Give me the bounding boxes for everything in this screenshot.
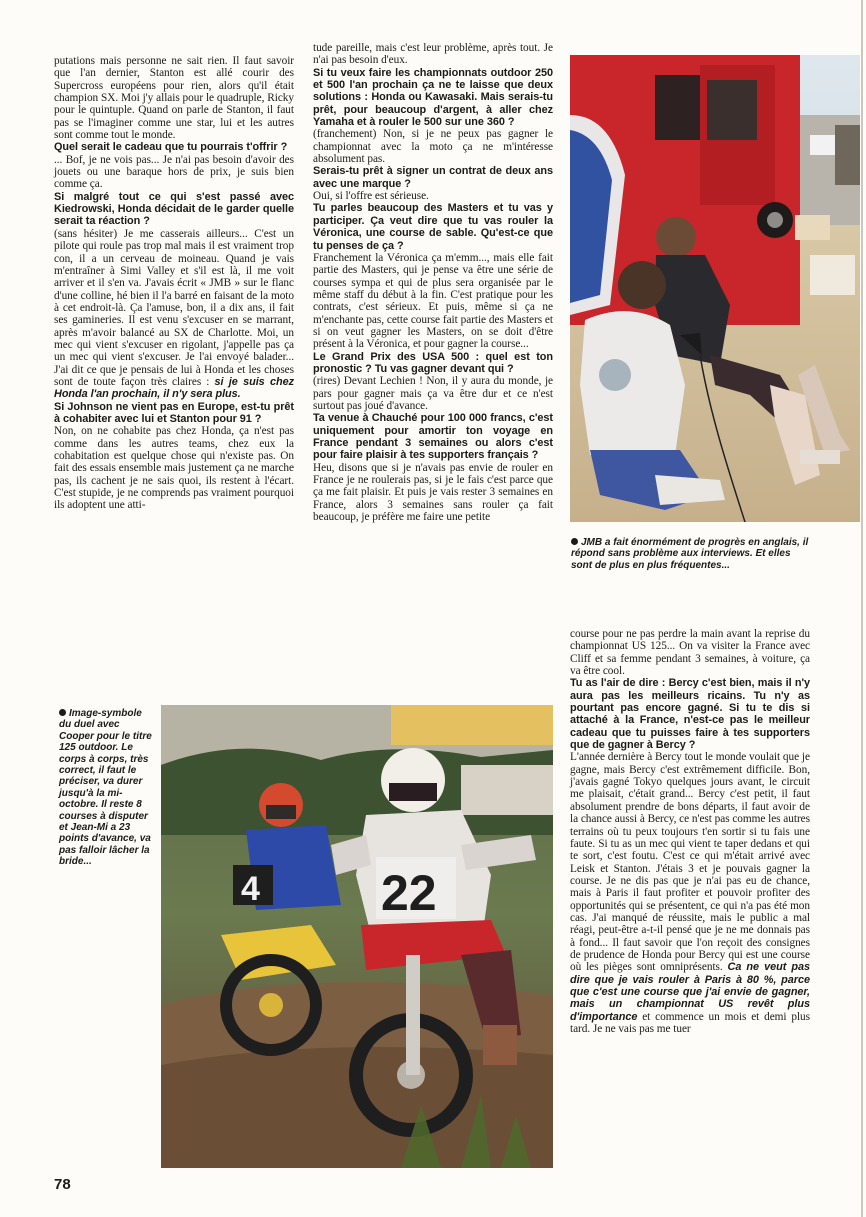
paragraph: ... Bof, je ne vois pas... Je n'ai pas besoin d'avoir des jouets ou une baraque hors de prix, je suis bien comme ça.	[54, 153, 294, 191]
bullet-icon	[59, 709, 66, 716]
rider-back-number: 4	[241, 870, 260, 908]
interview-question: Ta venue à Chauché pour 100 000 francs, c'est uniquement pour amortir ton voyage en France pendant 3 semaines ou alors c'est pour faire plaisir à tes supporters français ?	[313, 412, 553, 462]
paragraph	[570, 751, 810, 1035]
paragraph: tude pareille, mais c'est leur problème, après tout. Je n'ai pas besoin d'eux.	[313, 42, 553, 67]
article-column-2	[313, 42, 553, 523]
caption-text: Image-symbole du duel avec Cooper pour le titre 125 outdoor. Le corps à corps, très correct, il faut le préciser, va durer jusqu'à la mi-octobre. Il reste 8 courses à disputer et Jean-Mi a 23 points d'avance, va pas falloir lâcher la bride...	[59, 708, 152, 868]
answer-text: et commence un mois et demi plus tard. Je ne vais pas me tuer	[570, 1010, 810, 1035]
interview-question: Tu parles beaucoup des Masters et tu vas y participer. Ça veut dire que tu vas rouler la Véronica, une course de sable. Qu'est-ce que tu penses de ça ?	[313, 202, 553, 252]
caption-text: JMB a fait énormément de progrès en anglais, il répond sans problème aux interviews. Et elles sont de plus en plus fréquentes...	[571, 537, 809, 571]
interview-question: Si Johnson ne vient pas en Europe, est-tu prêt à cohabiter avec lui et Stanton pour 91 ?	[54, 400, 294, 425]
paragraph: Oui, si l'offre est sérieuse.	[313, 190, 429, 203]
photo-caption-race	[59, 708, 155, 868]
interview-question: Tu as l'air de dire : Bercy c'est bien, mais il n'y aura pas les meilleurs ricains. Tu n'y as pourtant pas encore gagné. Si tu te dis si attaché à la France, n'est-ce pas le meilleur cadeau que tu puisses faire à tes supporters que de gagner à Bercy ?	[570, 677, 810, 752]
paragraph: Heu, disons que si je n'avais pas envie de rouler en France je ne roulerais pas, si je le fais c'est parce que ça me fait plaisir. Et puis je vais rester 3 semaines en France, alors 3 semaines sans rouler ça fait beaucoup, je préfère me faire une petite	[313, 461, 553, 524]
emphasis-text: Ca ne veut pas dire que je vais rouler à Paris à 80 %, parce que c'est une course que j'ai envie de gagner, mais un championnat US revêt plus d'importance	[570, 961, 810, 1023]
emphasis-text: si je suis chez Honda l'an prochain, il n'y sera plus.	[54, 375, 295, 401]
paragraph: putations mais personne ne sait rien. Il faut savoir que l'an dernier, Stanton est allé courir des Supercross européens pour rien, alors qu'il était champion SX. Moi j'y allais pour le quadruple, Ricky pour le quintuple. Quand on parle de Stanton, il faut pas se l'imaginer comme une star, lui et les autres sont comme tout le monde.	[54, 55, 294, 142]
answer-text: (sans hésiter) Je me casserais ailleurs... C'est un pilote qui roule pas trop mal mais il est vraiment trop con, il a un cerveau de moineau. Quand je vais m'entraîner à Simi Valley et s'il est là, il me voit arriver et il s'en va. J'avais écrit « JMB » sur le flanc d'une colline, hé bien il l'a barré en faisant de la moto à cet endroit-là. Ça l'amuse, bon, il a dix ans, il fait ses gamineries. Il est venu s'excuser en se marrant, après m'avoir balancé au SX de Charlotte. Moi, un mec qui vient s'excuser en rigolant, j'appelle pas ça un mec qui vient s'excuser. Je l'ai envoyé balader... J'ai dit ce que je pensais de lui à Honda et les choses sont de toute façon très claires :	[54, 227, 294, 388]
bullet-icon	[571, 538, 578, 545]
answer-text: L'année dernière à Bercy tout le monde voulait que je gagne, mais Bercy c'est extrêmement difficile. Bon, j'avais gagné Tokyo quelques jours avant, le circuit me plaisait, c'était grand... Bercy c'est petit, il faut absolument prendre de bons départs, il faut avoir de la chance aussi à Bercy, ce n'est pas comme les autres terrains où tu peux toujours t'en sortir si tu fais une faute. Si tu as un mec qui vient te taper dedans et qui te sort, c'est foutu. C'est ce qui m'était arrivé avec Leisk et Stanton. J'étais 3 et je pouvais gagner la course. Je ne dis pas que je n'ai pas eu de chance, mais à Paris il faut profiter et pouvoir profiter des opportunités qui se présentent, ce qui n'a pas été mon cas. J'ai manqué de réussite, mais le public a mal réagi, peut-être a-t-il pensé que je ne me donnais pas à fond... Il faut savoir que l'on reçoit des consignes de prudence de Honda pour Bercy qui est une course où les pièges sont omniprésents.	[570, 751, 810, 974]
rider-front-number: 22	[381, 865, 437, 921]
paragraph: Franchement la Véronica ça m'emm..., mais elle fait partie des Masters, qui je pense va être une série de courses sympa et qui de plus sera organisée par le même staff du début à la fin. C'est pratique pour les contrats, c'est sérieux. Et puis, même si ça ne m'enchante pas, cette course fait partie des Masters et si on veut gagner les Masters, on se doit d'être présent à la Véronica, et pour gagner la course...	[313, 251, 553, 351]
article-column-3	[570, 628, 810, 1035]
article-column-1	[54, 55, 294, 512]
photo-caption-interview	[571, 537, 813, 571]
interview-question: Si malgré tout ce qui s'est passé avec Kiedrowski, Honda décidait de le garder quelle serait ta réaction ?	[54, 190, 294, 228]
page-number: 78	[54, 1176, 71, 1193]
paragraph: (franchement) Non, si je ne peux pas gagner le championnat avec la moto ça ne m'intéresse absolument pas.	[313, 128, 553, 166]
interview-question: Si tu veux faire les championnats outdoor 250 et 500 l'an prochain ça ne te laisse que deux solutions : Honda ou Kawasaki. Mais serais-tu prêt, pour beaucoup d'argent, à aller chez Yamaha et à rouler le 500 sur une 360 ?	[313, 66, 553, 129]
interview-question: Quel serait le cadeau que tu pourrais t'offrir ?	[54, 141, 288, 154]
page-edge	[861, 0, 863, 1217]
paragraph: course pour ne pas perdre la main avant la reprise du championnat US 125... On va visiter la France avec Cliff et sa femme pendant 3 semaines, à voiture, ça va être cool.	[570, 628, 810, 678]
paragraph: Non, on ne cohabite pas chez Honda, ça n'est pas comme dans les autres teams, chez eux la cohabitation est quelque chose qui n'existe pas. On fait des essais ensemble mais justement ça ne marche pas, ils cachent je ne sais quoi, ils restent à l'écart. C'est stupide, je ne comprends pas vraiment pourquoi ils adoptent une atti-	[54, 425, 294, 512]
interview-question: Serais-tu prêt à signer un contrat de deux ans avec une marque ?	[313, 165, 553, 190]
race-photo	[161, 705, 553, 1168]
interview-question: Le Grand Prix des USA 500 : quel est ton pronostic ? Tu vas gagner devant qui ?	[313, 350, 553, 375]
interview-photo	[570, 55, 860, 522]
paragraph	[54, 228, 294, 401]
paragraph: (rires) Devant Lechien ! Non, il y aura du monde, je pars pour gagner mais ça va être dur et ce n'est surtout pas joué d'avance.	[313, 375, 553, 412]
